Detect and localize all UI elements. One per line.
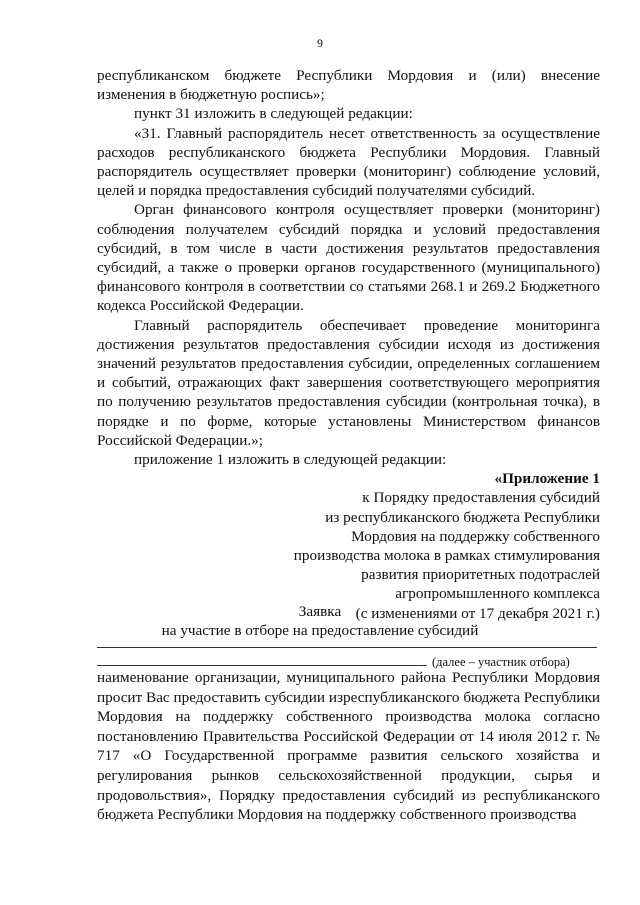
paragraph-financial-control: Орган финансового контроля осуществляет проверки (мониторинг) соблюдения получателем субсидий порядка и условий предоставления субсидий, в том числе в части достижения результатов предоставления субсидий, а также о проверки органов государственного (муниципального) финансового контроля в соответствии со статьями 268.1 и 269.2 Бюджетного кодекса Российской Федерации. [97,201,600,315]
paragraph-continuation: республиканском бюджете Республики Мордовия и (или) внесение изменения в бюджетную роспись»; [97,67,600,104]
appendix-title: «Приложение 1 [494,470,600,488]
paragraph-point-31: «31. Главный распорядитель несет ответственность за осуществление расходов республиканского бюджета Республики Мордовия. Главный распорядитель осуществляет проверки (мониторинг) соблюдение условий, целей и порядка предоставления субсидий получателями субсидий. [97,124,600,200]
page-number: 9 [317,36,323,50]
fill-in-line [97,665,427,666]
appendix-line: (с изменениями от 17 декабря 2021 г.) [355,604,600,622]
application-text: наименование организации, муниципального района Республики Мордовия просит Вас предоставить субсидии изреспубликанского бюджета Республики Мордовия на поддержку собственного производства молока согласно постановлению Правительства Российской Федерации от 14 июля 2012 г. № 717 «О Государственной программе развития сельского хозяйства и регулирования рынков сельскохозяйственной продукции, сырья и продовольствия», Порядку предоставления субсидий из республиканского бюджета Республики Мордовия на поддержку собственного производства [97,669,600,824]
paragraph-monitoring: Главный распорядитель обеспечивает проведение мониторинга достижения результатов предоставления субсидии исходя из достижения значений результатов предоставления субсидии, определенных соглашением и событий, отражающих факт завершения соответствующего мероприятия по получению результатов предоставления субсидии (контрольная точка), в порядке и по форме, которые установлены Министерством финансов Российской Федерации.»; [97,316,600,449]
paragraph-point-31-intro: пункт 31 изложить в следующей редакции: [134,105,413,123]
appendix-line: Мордовия на поддержку собственного [351,527,600,545]
participant-note: (далее – участник отбора) [432,655,570,669]
body-text [97,66,600,623]
application-heading [0,602,640,640]
appendix-line: из республиканского бюджета Республики [325,508,600,526]
appendix-line: агропромышленного комплекса [395,585,600,603]
appendix-line: развития приоритетных подотраслей [361,566,600,584]
application-title: Заявка [298,603,342,620]
fill-in-line [97,647,597,648]
appendix-header [97,469,600,623]
appendix-line: производства молока в рамках стимулирования [293,547,600,565]
paragraph-appendix-intro: приложение 1 изложить в следующей редакции: [134,451,447,469]
application-text-block [97,668,600,825]
appendix-line: к Порядку предоставления субсидий [362,489,600,507]
application-subtitle: на участие в отборе на предоставление субсидий [161,622,479,640]
